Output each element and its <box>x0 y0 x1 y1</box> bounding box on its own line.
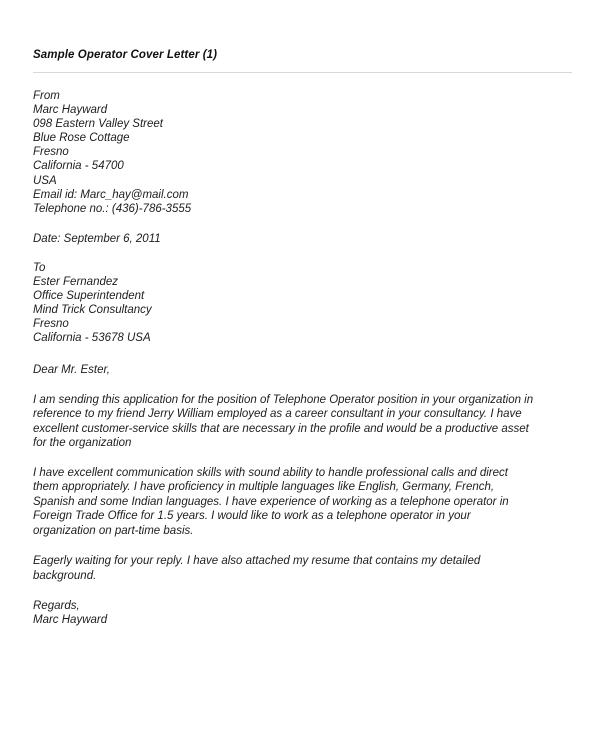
to-heading: To <box>33 261 46 274</box>
signoff-block <box>33 599 572 627</box>
document-body <box>33 48 572 627</box>
from-telephone-line: Telephone no.: (436)-786-3555 <box>33 202 192 215</box>
body-paragraph-3 <box>33 554 572 583</box>
date-line: Date: September 6, 2011 <box>33 232 161 245</box>
paragraph-line: for the organization <box>33 437 132 450</box>
salutation: Dear Mr. Ester, <box>33 363 110 376</box>
signoff-name: Marc Hayward <box>33 614 108 627</box>
paragraph-line: I am sending this application for the position of Telephone Operator position in your organization in <box>33 393 534 406</box>
to-line: Office Superintendent <box>33 290 145 303</box>
paragraph-line: excellent customer-service skills that are necessary in the profile and would be a productive asset <box>33 422 529 435</box>
title-divider <box>33 72 572 73</box>
paragraph-line: them appropriately. I have proficiency in multiple languages like English, Germany, French, <box>33 481 495 494</box>
to-line: Ester Fernandez <box>33 276 119 289</box>
from-line: Marc Hayward <box>33 104 108 117</box>
body-paragraph-2 <box>33 466 572 539</box>
from-email-line: Email id: Marc_hay@mail.com <box>33 188 189 201</box>
from-address-block <box>33 89 572 216</box>
page-title: Sample Operator Cover Letter (1) <box>33 49 218 61</box>
paragraph-line: Spanish and some Indian languages. I have experience of working as a telephone operator in <box>33 495 509 508</box>
to-address-block <box>33 261 572 346</box>
to-line: Mind Trick Consultancy <box>33 304 152 317</box>
from-line: 098 Eastern Valley Street <box>33 118 163 131</box>
from-line: USA <box>33 174 57 187</box>
to-line: California - 53678 USA <box>33 332 151 345</box>
from-line: Fresno <box>33 146 69 159</box>
from-line: Blue Rose Cottage <box>33 132 130 145</box>
paragraph-line: Foreign Trade Office for 1.5 years. I would like to work as a telephone operator in your <box>33 510 471 523</box>
paragraph-line: reference to my friend Jerry William employed as a career consultant in your consultancy. I have <box>33 408 522 421</box>
signoff-closing: Regards, <box>33 600 80 613</box>
paragraph-line: I have excellent communication skills with sound ability to handle professional calls and direct <box>33 466 508 479</box>
paragraph-line: Eagerly waiting for your reply. I have also attached my resume that contains my detailed <box>33 555 481 568</box>
from-heading: From <box>33 90 60 102</box>
from-line: California - 54700 <box>33 160 124 173</box>
paragraph-line: organization on part-time basis. <box>33 524 194 537</box>
paragraph-line: background. <box>33 569 97 582</box>
to-line: Fresno <box>33 318 69 331</box>
body-paragraph-1 <box>33 393 572 451</box>
